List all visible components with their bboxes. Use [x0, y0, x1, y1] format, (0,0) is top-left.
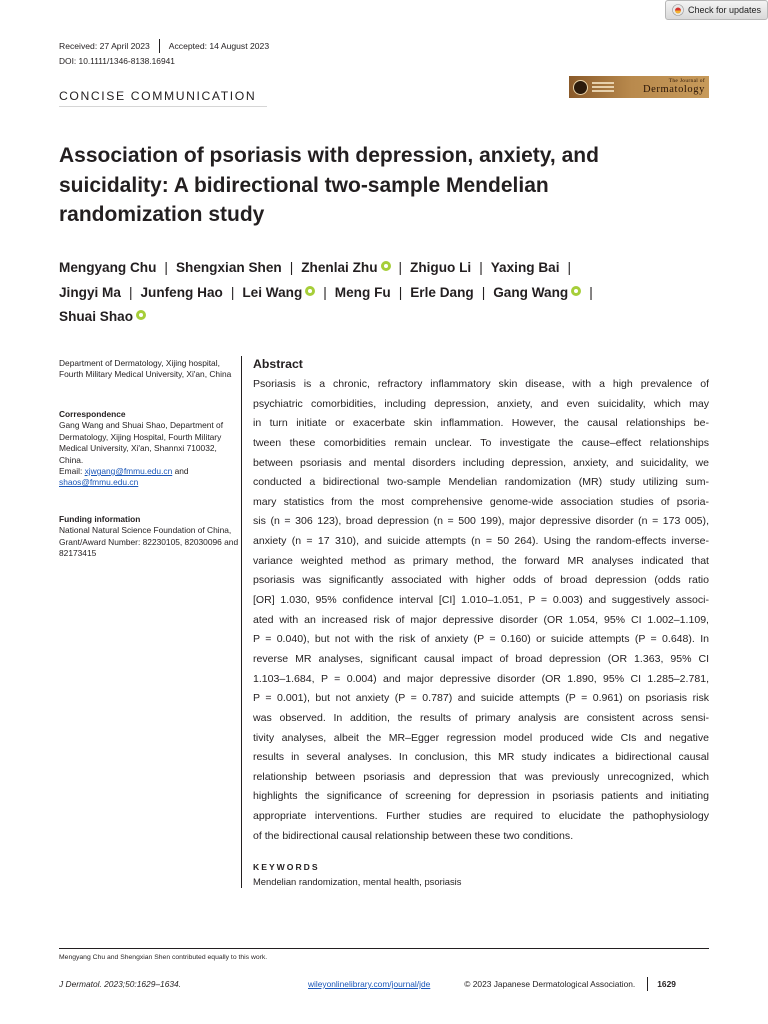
funding-heading: Funding information [59, 514, 141, 524]
citation: J Dermatol. 2023;50:1629–1634. [59, 979, 181, 989]
author-separator: | [398, 260, 403, 275]
keywords-heading: KEYWORDS [253, 862, 320, 872]
abstract-line: results in several analyses. In conclusion, this MR study indicates a bidirectional causal [253, 751, 709, 764]
abstract-line: relationship between psoriasis and depression that was previously unrecognized, which [253, 770, 709, 783]
column-divider [241, 356, 242, 888]
section-label: CONCISE COMMUNICATION [59, 89, 257, 103]
orcid-icon[interactable] [571, 286, 581, 296]
orcid-icon[interactable] [136, 310, 146, 320]
abstract-line: [OR] 1.030, 95% confidence interval [CI] 1.010–1.051, P = 0.003) and suggestively associ- [253, 594, 709, 607]
journal-title [643, 79, 705, 95]
abstract-line: highlights the significance of screening for depression in psoriasis patients and initiating [253, 790, 709, 803]
section-rule [59, 106, 267, 107]
author-list [59, 256, 699, 330]
funding-text: National Natural Science Foundation of China, Grant/Award Number: 82230105, 82030096 and 82173415 [59, 525, 239, 559]
author-separator: | [479, 260, 483, 275]
author-name[interactable]: Shuai Shao [59, 309, 134, 324]
accepted-date: Accepted: 14 August 2023 [168, 41, 270, 51]
abstract-line: conducted a bidirectional two-sample Mendelian randomization (MR) study utilizing sum- [253, 476, 709, 489]
article-title: Association of psoriasis with depression, anxiety, and suicidality: A bidirectional two-sample Mendelian randomization study [59, 144, 599, 226]
received-date: Received: 27 April 2023 [59, 41, 150, 51]
abstract-line: mary statistics from the most comprehensive genome-wide association studies of psoria- [253, 495, 709, 508]
author-name[interactable]: Lei Wang [242, 284, 303, 300]
affiliation: Department of Dermatology, Xijing hospital, Fourth Military Medical University, Xi'an, China [59, 358, 232, 380]
correspondence-block [59, 409, 239, 489]
crossmark-icon [672, 4, 684, 16]
divider [647, 977, 648, 991]
abstract-line: Psoriasis is a chronic, refractory inflammatory skin disease, with a high prevalence of [253, 378, 709, 390]
abstract-line: psychiatric comorbidities, including depression, anxiety, and even suicidality, which may [253, 397, 709, 410]
footer-bar [59, 977, 709, 991]
author-name[interactable]: Jingyi Ma [59, 284, 121, 300]
check-for-updates-label: Check for updates [688, 5, 762, 15]
abstract-line: 1.103–1.684, P = 0.004) and major depressive disorder (OR 1.890, 95% CI 1.285–2.781, [253, 672, 709, 685]
abstract-line: appropriate interventions. Further studies are required to elucidate the pathophysiology [253, 810, 709, 823]
author-separator: | [398, 284, 403, 300]
doi[interactable]: DOI: 10.1111/1346-8138.16941 [59, 56, 175, 66]
dates-line [59, 39, 269, 53]
journal-url-link[interactable]: wileyonlinelibrary.com/journal/jde [308, 979, 431, 989]
abstract-line: in turn initiate or exacerbate skin inflammation. However, the causal relationships be- [253, 417, 709, 430]
abstract-heading: Abstract [253, 357, 303, 371]
author-separator: | [289, 260, 294, 275]
page-number: 1629 [657, 979, 676, 989]
jda-seal-icon [573, 80, 588, 95]
abstract-line: tivity analyses, albeit the MR–Egger regression model produced wide CIs and negative [253, 731, 709, 744]
author-name[interactable]: Zhiguo Li [410, 260, 472, 275]
email-label: Email: [59, 466, 83, 477]
abstract-line: P = 0.001), but not anxiety (P = 0.787) and suicide attempts (P = 0.961) on psoriasis risk [253, 692, 709, 705]
author-name[interactable]: Zhenlai Zhu [301, 260, 378, 275]
author-separator: | [230, 284, 235, 300]
copyright: © 2023 Japanese Dermatological Association. [464, 979, 636, 989]
email-link-2[interactable]: shaos@fmmu.edu.cn [59, 477, 139, 488]
abstract-line: ated with an increased risk of major depressive disorder (OR 1.054, 95% CI 1.002–1.109, [253, 613, 709, 626]
orcid-icon[interactable] [381, 261, 391, 271]
abstract-line: anxiety (n = 17 310), and suicide attempts (n = 50 264). Using the random-effects inverse- [253, 535, 709, 548]
abstract-line: variance weighted method as primary method, the forward MR analyses indicated that [253, 554, 709, 567]
author-separator: | [164, 260, 168, 275]
journal-logo [569, 76, 709, 98]
email-line [59, 466, 239, 489]
author-name[interactable]: Meng Fu [334, 284, 391, 300]
keywords-text: Mendelian randomization, mental health, psoriasis [253, 876, 462, 887]
author-name[interactable]: Mengyang Chu [59, 260, 157, 275]
author-name[interactable]: Gang Wang [493, 284, 569, 300]
check-for-updates-button[interactable] [665, 0, 768, 20]
abstract-line: was observed. In addition, the results of primary analysis are consistent across sensi- [253, 711, 709, 724]
author-separator: | [589, 284, 593, 300]
logo-small-text [592, 82, 614, 92]
abstract-line: P = 0.040), but not with the risk of anxiety (P = 0.160) or suicide attempts (P = 0.648). In [253, 633, 709, 646]
author-name[interactable]: Erle Dang [410, 284, 474, 300]
author-separator: | [323, 284, 327, 300]
abstract-line: of the bidirectional causal relationship between these two conditions. [253, 829, 574, 842]
author-separator: | [128, 284, 133, 300]
abstract-body [253, 375, 709, 846]
funding-block [59, 514, 239, 560]
footer-rule [59, 948, 709, 949]
journal-title-small: The Journal of [668, 78, 705, 84]
abstract-line: psoriasis was significantly associated with higher odds of broad depression (odds ratio [253, 574, 709, 587]
orcid-icon[interactable] [305, 286, 315, 296]
author-name[interactable]: Yaxing Bai [490, 260, 560, 275]
contribution-note: Mengyang Chu and Shengxian Shen contributed equally to this work. [59, 954, 268, 961]
author-name[interactable]: Junfeng Hao [140, 284, 223, 300]
correspondence-heading: Correspondence [59, 409, 126, 419]
author-separator: | [567, 260, 572, 275]
author-separator: | [481, 284, 486, 300]
author-name[interactable]: Shengxian Shen [175, 260, 282, 275]
correspondence-text: Gang Wang and Shuai Shao, Department of Dermatology, Xijing Hospital, Fourth Military Medical University, Xi'an, Shannxi 710032, China. [59, 420, 224, 465]
abstract-line: sis (n = 306 123), broad depression (n = 500 199), major depressive disorder (n = 173 005), [253, 515, 709, 528]
abstract-line: between psoriasis and mental disorders including depression, anxiety, and suicidality, we [253, 456, 709, 469]
abstract-line: reverse MR analyses, significant causal impact of broad depression (OR 1.363, 95% CI [253, 652, 709, 665]
abstract-line: tween these comorbidities remain unclear. To investigate the cause–effect relationships [253, 436, 709, 449]
journal-title-main: Dermatology [642, 83, 705, 95]
email-link-1[interactable]: xjwgang@fmmu.edu.cn [84, 466, 173, 477]
email-and: and [174, 466, 189, 477]
divider [159, 39, 160, 53]
